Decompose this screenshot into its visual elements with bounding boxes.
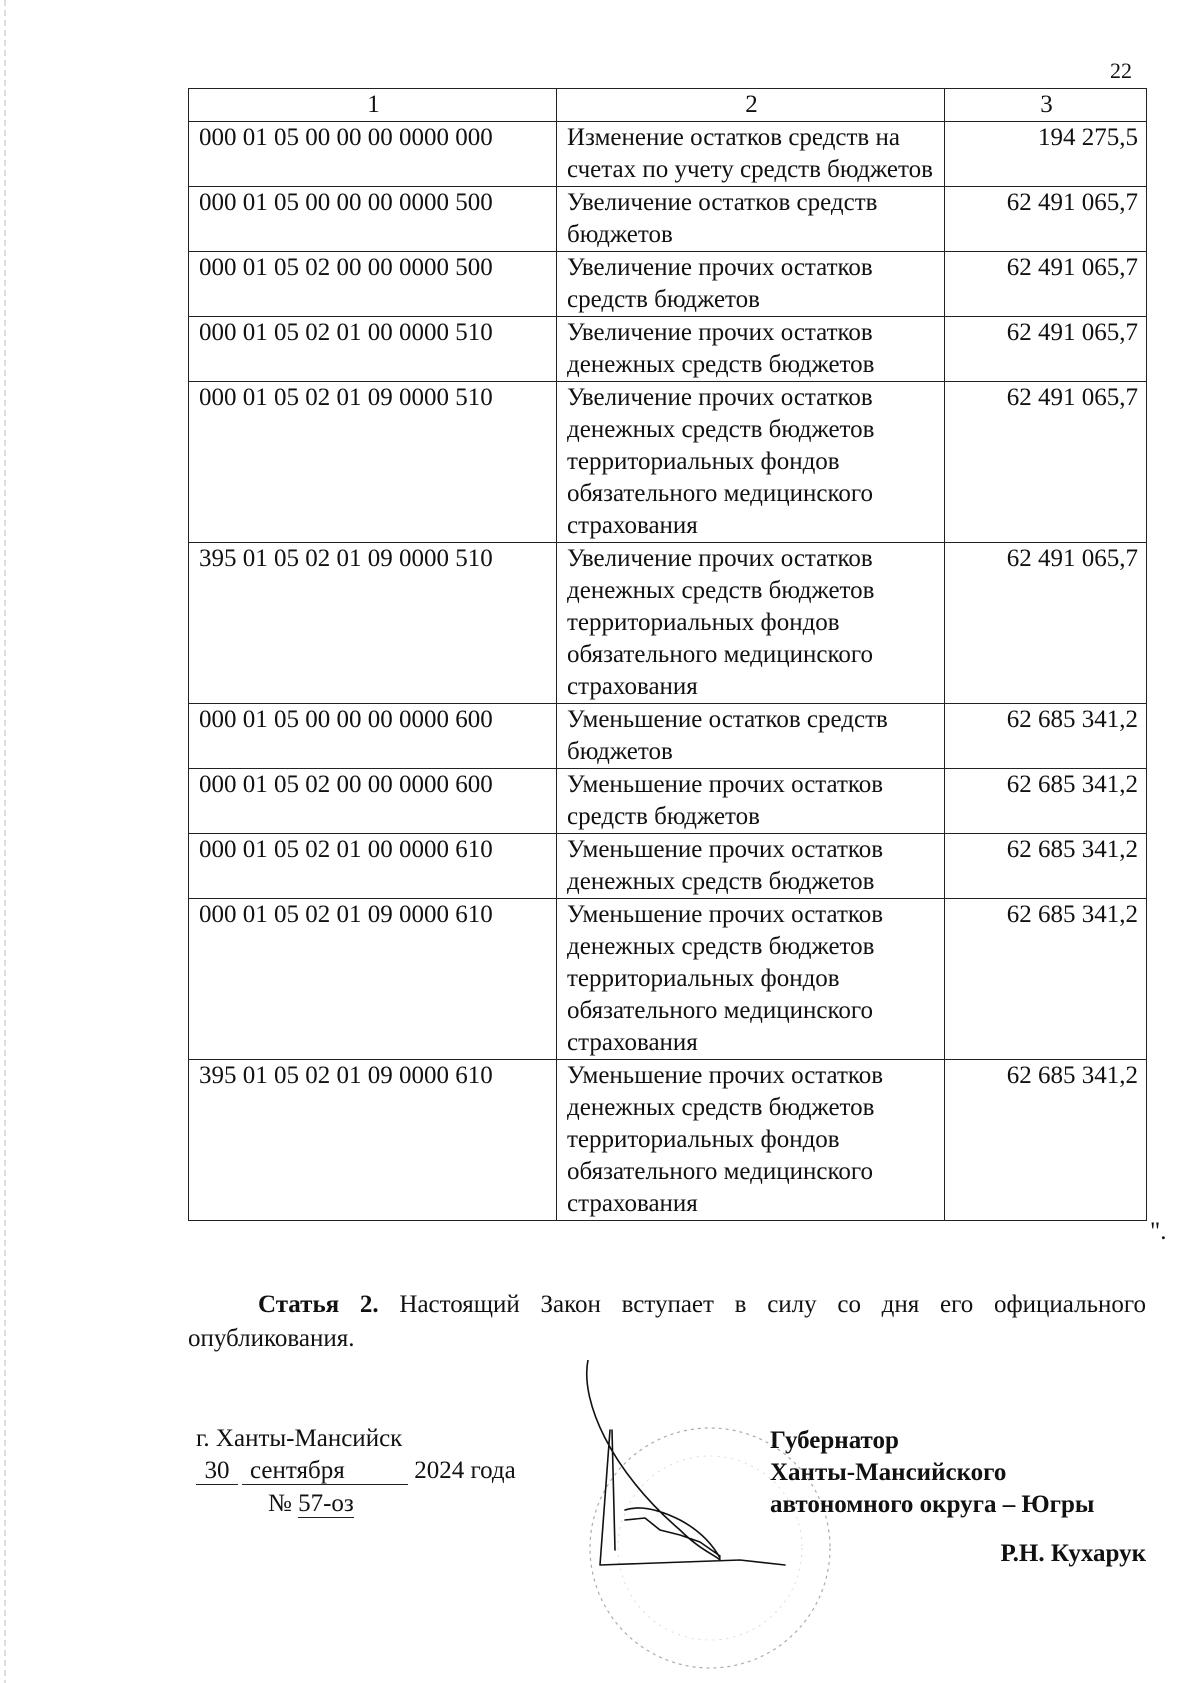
budget-sources-table: [188, 88, 1147, 1221]
code-cell: 395 01 05 02 01 09 0000 510: [189, 543, 557, 704]
amount-cell: 62 685 341,2: [945, 769, 1147, 834]
date-year: 2024 года: [414, 1457, 516, 1484]
table-row: [189, 899, 1147, 1060]
signing-date: [196, 1457, 516, 1485]
page-number: 22: [1110, 58, 1132, 83]
table-row: [189, 704, 1147, 769]
date-month: сентября: [242, 1458, 408, 1485]
amount-cell: 194 275,5: [945, 122, 1147, 187]
desc-cell: Уменьшение прочих остатков денежных средств бюджетов территориальных фондов обязательного медицинского страхования: [557, 899, 945, 1060]
amount-cell: 62 685 341,2: [945, 899, 1147, 1060]
signing-place: г. Ханты-Мансийск: [196, 1425, 403, 1452]
number-value: 57-оз: [298, 1490, 354, 1517]
code-cell: 000 01 05 02 00 00 0000 500: [189, 252, 557, 317]
desc-cell: Увеличение прочих остатков средств бюджетов: [557, 252, 945, 317]
table-row: [189, 769, 1147, 834]
code-cell: 000 01 05 00 00 00 0000 000: [189, 122, 557, 187]
table-row: [189, 382, 1147, 543]
desc-cell: Увеличение прочих остатков денежных средств бюджетов: [557, 317, 945, 382]
column-header: 3: [945, 89, 1147, 122]
table-row: [189, 543, 1147, 704]
code-cell: 000 01 05 02 01 09 0000 510: [189, 382, 557, 543]
table-row: [189, 122, 1147, 187]
closing-quote: ".: [1150, 1218, 1167, 1245]
table-row: [189, 187, 1147, 252]
code-cell: 000 01 05 00 00 00 0000 600: [189, 704, 557, 769]
desc-cell: Увеличение прочих остатков денежных средств бюджетов территориальных фондов обязательного медицинского страхования: [557, 382, 945, 543]
desc-cell: Уменьшение прочих остатков денежных средств бюджетов территориальных фондов обязательного медицинского страхования: [557, 1060, 945, 1221]
desc-cell: Увеличение остатков средств бюджетов: [557, 187, 945, 252]
code-cell: 395 01 05 02 01 09 0000 610: [189, 1060, 557, 1221]
amount-cell: 62 491 065,7: [945, 252, 1147, 317]
signer-name: Р.Н. Кухарук: [1000, 1540, 1146, 1567]
table-row: [189, 834, 1147, 899]
column-header: 1: [189, 89, 557, 122]
amount-cell: 62 491 065,7: [945, 543, 1147, 704]
governor-title-line: автономного округа – Югры: [770, 1491, 1095, 1518]
code-cell: 000 01 05 02 00 00 0000 600: [189, 769, 557, 834]
table-row: [189, 317, 1147, 382]
code-cell: 000 01 05 02 01 09 0000 610: [189, 899, 557, 1060]
code-cell: 000 01 05 00 00 00 0000 500: [189, 187, 557, 252]
code-cell: 000 01 05 02 01 00 0000 510: [189, 317, 557, 382]
governor-title-line: Губернатор: [770, 1427, 899, 1454]
column-header: 2: [557, 89, 945, 122]
code-cell: 000 01 05 02 01 00 0000 610: [189, 834, 557, 899]
handwritten-signature: [587, 1360, 785, 1565]
amount-cell: 62 685 341,2: [945, 704, 1147, 769]
desc-cell: Уменьшение прочих остатков денежных средств бюджетов: [557, 834, 945, 899]
desc-cell: Увеличение прочих остатков денежных средств бюджетов территориальных фондов обязательного медицинского страхования: [557, 543, 945, 704]
law-number: [268, 1490, 354, 1518]
amount-cell: 62 491 065,7: [945, 382, 1147, 543]
table-body: [189, 122, 1147, 1221]
stamp-and-signature: [570, 1360, 870, 1683]
amount-cell: 62 685 341,2: [945, 834, 1147, 899]
table-row: [189, 252, 1147, 317]
governor-title: [770, 1425, 1094, 1521]
governor-title-line: Ханты-Мансийского: [770, 1459, 1007, 1486]
amount-cell: 62 491 065,7: [945, 187, 1147, 252]
amount-cell: 62 685 341,2: [945, 1060, 1147, 1221]
article-2: [188, 1288, 1146, 1356]
article-text: Настоящий Закон вступает в силу со дня его официального опубликования.: [188, 1291, 1146, 1352]
scan-edge-line: [4, 0, 6, 1683]
desc-cell: Уменьшение остатков средств бюджетов: [557, 704, 945, 769]
number-prefix: №: [268, 1490, 292, 1517]
date-day: 30: [196, 1458, 238, 1485]
table-header-row: [189, 89, 1147, 122]
amount-cell: 62 491 065,7: [945, 317, 1147, 382]
desc-cell: Изменение остатков средств на счетах по учету средств бюджетов: [557, 122, 945, 187]
desc-cell: Уменьшение прочих остатков средств бюджетов: [557, 769, 945, 834]
table-row: [189, 1060, 1147, 1221]
article-label: Статья 2.: [258, 1291, 379, 1318]
